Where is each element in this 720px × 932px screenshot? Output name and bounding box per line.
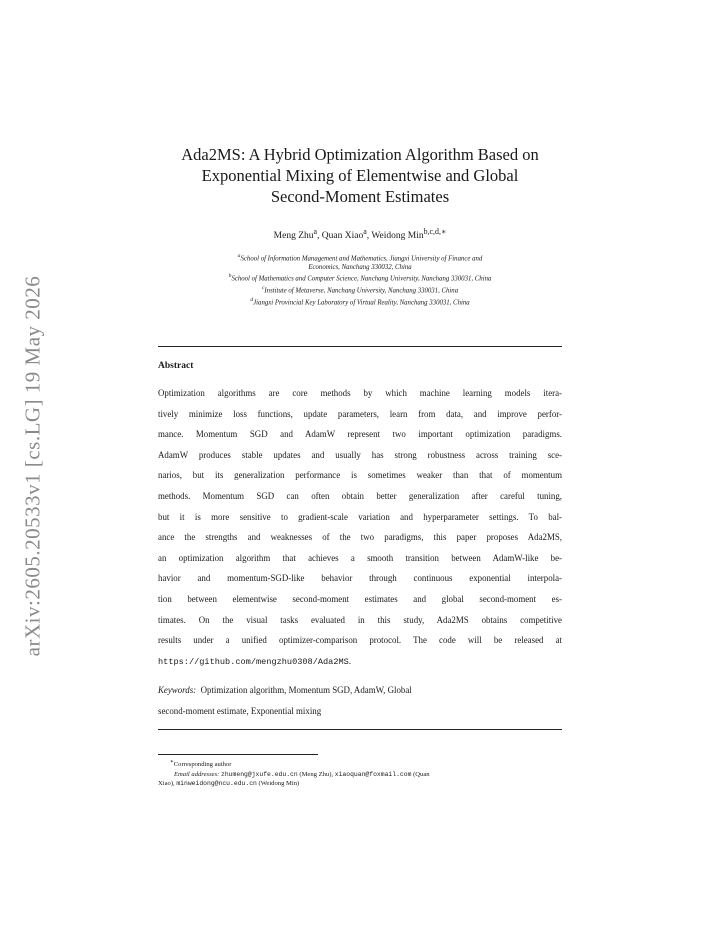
keywords-line bbox=[158, 705, 562, 726]
footnote bbox=[158, 758, 562, 789]
author-name: Quan Xiao bbox=[321, 231, 364, 242]
corresponding-author-note bbox=[158, 758, 562, 770]
abstract-line: tion between elementwise second-moment estimates and global second-moment es- bbox=[158, 593, 562, 604]
author-affil-sup: a bbox=[363, 227, 367, 236]
author-name: Meng Zhu bbox=[273, 231, 314, 242]
keywords-text: second-moment estimate, Exponential mixing bbox=[158, 706, 322, 716]
keywords bbox=[158, 684, 562, 726]
affiliations bbox=[160, 252, 560, 308]
abstract-line: timates. On the visual tasks evaluated in this study, Ada2MS obtains competitive bbox=[158, 614, 562, 625]
email-owner: (Quan bbox=[413, 770, 430, 778]
abstract-line: but it is more sensitive to gradient-scale variation and hyperparameter settings. To bal- bbox=[158, 511, 562, 522]
footnote-mark: ∗ bbox=[170, 759, 174, 765]
email-label: Email addresses: bbox=[174, 770, 220, 778]
abstract-top-rule bbox=[158, 346, 562, 347]
url-period: . bbox=[348, 655, 352, 666]
abstract-line: tively minimize loss functions, update parameters, learn from data, and improve perfor- bbox=[158, 408, 562, 419]
abstract-line: mance. Momentum SGD and AdamW represent two important optimization paradigms. bbox=[158, 429, 562, 440]
email-link[interactable]: xiaoquan@foxmail.com bbox=[334, 770, 412, 778]
email-owner: (Meng Zhu), bbox=[299, 770, 334, 778]
author-affil-sup: b,c,d,∗ bbox=[423, 227, 447, 236]
footnote-rule bbox=[158, 754, 318, 755]
abstract-line: narios, but its generalization performance is sometimes weaker than that of momentum bbox=[158, 470, 562, 481]
abstract-line: AdamW produces stable updates and usually has strong robustness across training sce- bbox=[158, 449, 562, 460]
abstract-line: an optimization algorithm that achieves a smooth transition between AdamW-like be- bbox=[158, 552, 562, 563]
title-line: Second-Moment Estimates bbox=[270, 187, 450, 206]
affiliation-line bbox=[160, 284, 560, 296]
email-link[interactable]: zhumeng@jxufe.edu.cn bbox=[221, 770, 298, 778]
email-owner: (Weidong Min) bbox=[258, 780, 300, 788]
abstract-line: results under a unified optimizer-comparison protocol. The code will be released at bbox=[158, 635, 562, 646]
paper-title bbox=[150, 144, 570, 207]
affiliation-line bbox=[160, 264, 560, 273]
affiliation-line bbox=[160, 272, 560, 284]
affiliation-text: Jiangxi Provincial Key Laboratory of Virtual Reality, Nanchang 330031, China bbox=[253, 299, 470, 307]
abstract-heading: Abstract bbox=[158, 361, 194, 371]
author-affil-sup: a bbox=[313, 227, 318, 236]
affiliation-sup: a bbox=[237, 253, 241, 259]
keywords-line bbox=[158, 684, 562, 705]
affiliation-text: Institute of Metaverse, Nanchang University, Nanchang 330031, China bbox=[264, 287, 459, 295]
affiliation-line bbox=[160, 296, 560, 308]
email-owner: Xiao), bbox=[158, 780, 175, 788]
affiliation-sup: b bbox=[228, 273, 232, 280]
affiliation-line bbox=[160, 252, 560, 264]
abstract-line: methods. Momentum SGD can often obtain better generalization after careful tuning, bbox=[158, 490, 562, 501]
abstract-line: havior and momentum-SGD-like behavior through continuous exponential interpola- bbox=[158, 573, 562, 584]
email-link[interactable]: minweidong@ncu.edu.cn bbox=[176, 780, 257, 788]
abstract-line: Optimization algorithms are core methods by which machine learning models itera- bbox=[158, 388, 562, 398]
abstract-line: ance the strengths and weaknesses of the two paradigms, this paper proposes Ada2MS, bbox=[158, 532, 562, 543]
arxiv-identifier-text: arXiv:2605.20533v1 [cs.LG] 19 May 2026 bbox=[20, 275, 45, 657]
affiliation-text: School of Information Management and Mathematics, Jiangxi University of Finance and bbox=[240, 255, 483, 263]
corresponding-author-text: Corresponding author bbox=[173, 761, 232, 769]
affiliation-sup: c bbox=[261, 285, 265, 292]
abstract-url-line bbox=[158, 655, 562, 676]
author-name: Weidong Min bbox=[371, 231, 424, 242]
abstract-bottom-rule bbox=[158, 729, 562, 730]
affiliation-text: School of Mathematics and Computer Science, Nanchang University, Nanchang 330031, China bbox=[231, 275, 492, 283]
code-url-link[interactable]: https://github.com/mengzhu0308/Ada2MS bbox=[158, 656, 349, 667]
affiliation-sup: d bbox=[250, 296, 254, 303]
arxiv-identifier bbox=[8, 256, 58, 676]
email-line bbox=[158, 770, 562, 780]
keywords-label: Keywords: bbox=[158, 685, 197, 695]
affiliation-text: Economics, Nanchang 330032, China bbox=[308, 263, 412, 271]
title-line: Exponential Mixing of Elementwise and Global bbox=[201, 166, 519, 185]
title-line: Ada2MS: A Hybrid Optimization Algorithm Based on bbox=[181, 145, 539, 164]
email-line bbox=[158, 779, 562, 789]
keywords-text: Optimization algorithm, Momentum SGD, AdamW, Global bbox=[200, 685, 412, 695]
author-list: Meng Zhu$^a$, Quan Xiao$^a$, Weidong Min$^{b,c,d,∗}$ bbox=[273, 227, 447, 242]
abstract-body bbox=[158, 387, 562, 675]
